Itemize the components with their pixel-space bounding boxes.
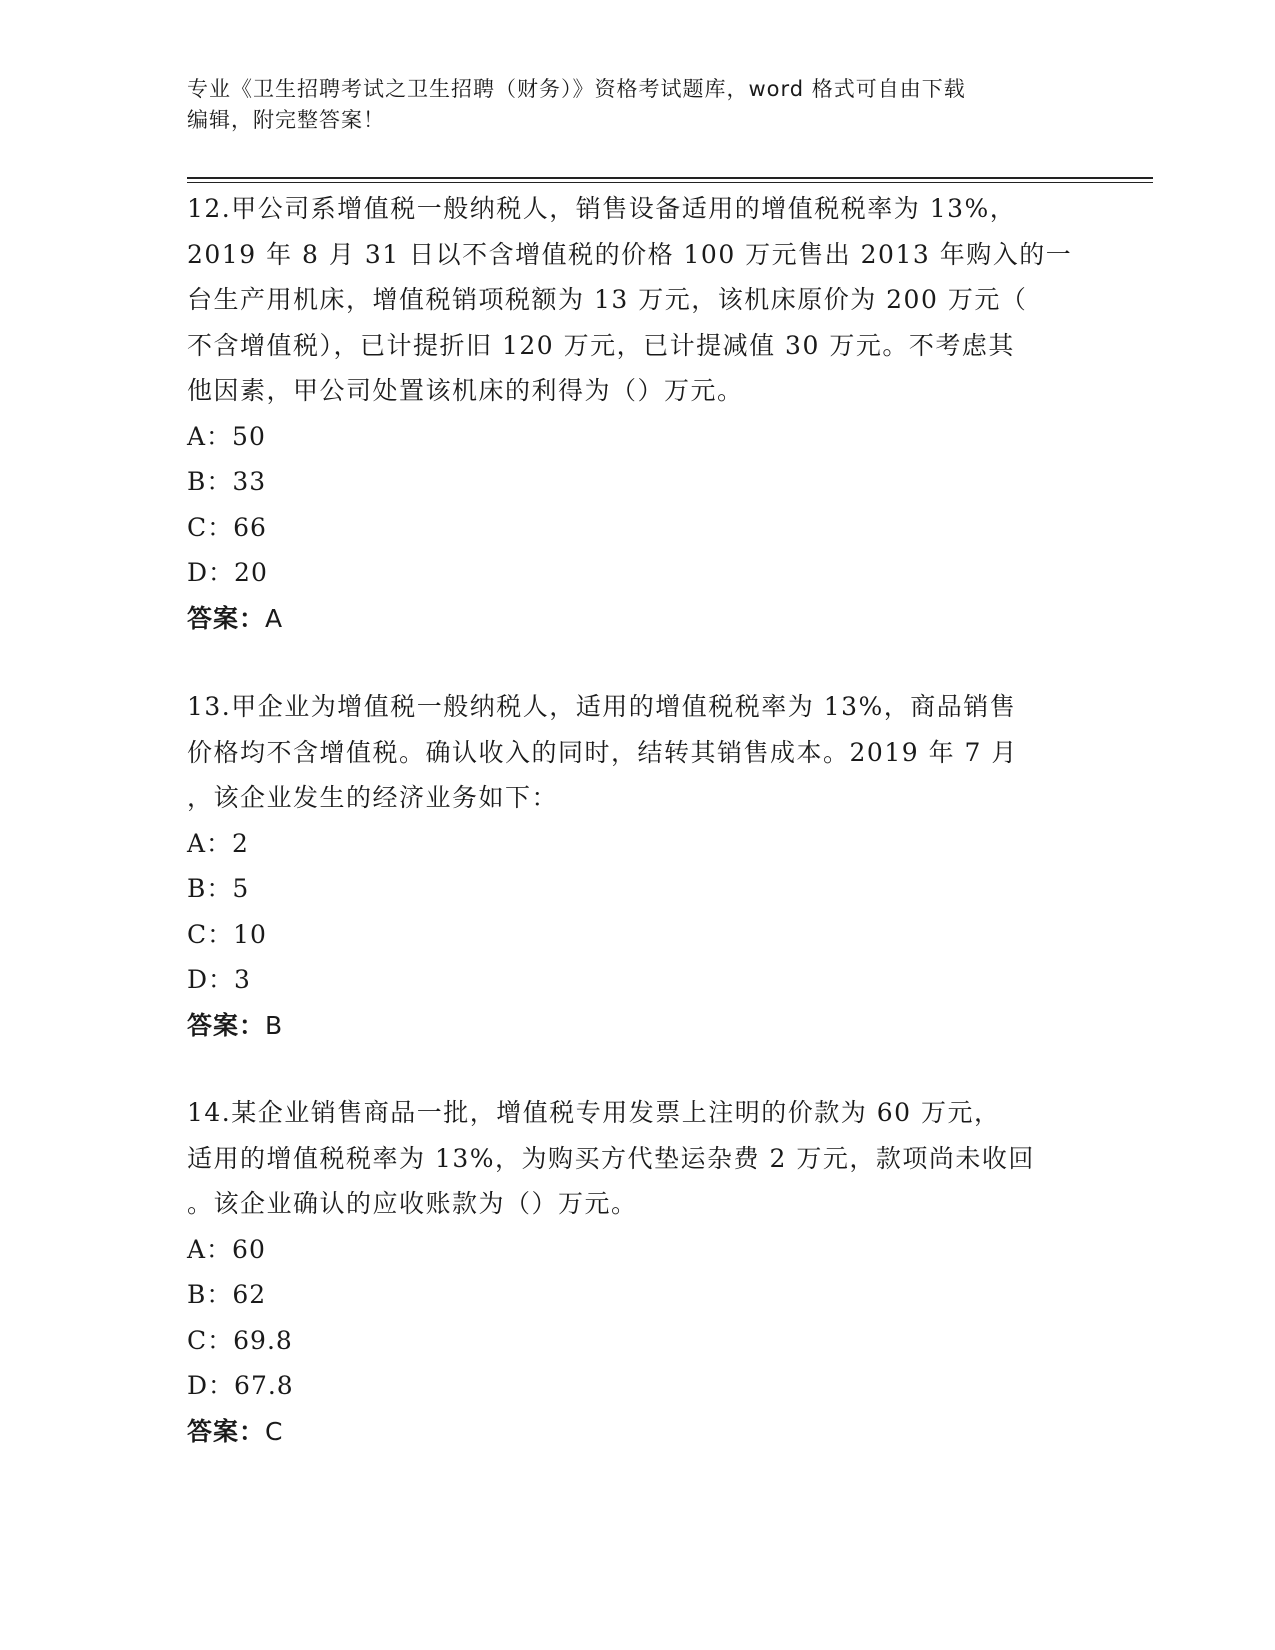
- header-line-2: 编辑，附完整答案！: [187, 108, 385, 132]
- question-stem-line: 台生产用机床，增值税销项税额为 13 万元，该机床原价为 200 万元（: [187, 285, 1028, 314]
- answer-value: B: [265, 1010, 284, 1040]
- answer-label: 答案：: [187, 603, 266, 633]
- question-14: [187, 1090, 1087, 1454]
- option-b: B：33: [187, 467, 267, 496]
- answer-value: A: [265, 603, 284, 633]
- option-b: B：62: [187, 1280, 267, 1309]
- question-stem-line: 2019 年 8 月 31 日以不含增值税的价格 100 万元售出 2013 年购入的一: [187, 239, 1073, 269]
- answer-line: [187, 1003, 1087, 1049]
- answer-label: 答案：: [187, 1010, 266, 1040]
- question-stem-line: 价格均不含增值税。确认收入的同时，结转其销售成本。2019 年 7 月: [187, 737, 1018, 767]
- question-12: [187, 186, 1087, 641]
- question-stem-line: ，该企业发生的经济业务如下：: [187, 783, 559, 812]
- question-stem-line: 适用的增值税税率为 13%，为购买方代垫运杂费 2 万元，款项尚未收回: [187, 1143, 1035, 1173]
- answer-value: C: [265, 1416, 284, 1446]
- option-c: C：10: [187, 919, 267, 949]
- answer-line: [187, 596, 1087, 642]
- option-c: C：69.8: [187, 1325, 293, 1355]
- document-header: [187, 74, 1087, 136]
- option-d: D：3: [187, 965, 251, 994]
- question-13: [187, 684, 1087, 1048]
- header-divider-thick: [187, 177, 1153, 179]
- option-a: A：2: [187, 828, 249, 858]
- option-d: D：20: [187, 558, 268, 587]
- header-divider-thin: [187, 182, 1153, 183]
- question-stem-line: 12.甲公司系增值税一般纳税人，销售设备适用的增值税税率为 13%，: [187, 194, 1017, 223]
- answer-line: [187, 1409, 1087, 1455]
- question-stem-line: 他因素，甲公司处置该机床的利得为（）万元。: [187, 376, 744, 405]
- option-c: C：66: [187, 512, 267, 542]
- header-line-1: 专业《卫生招聘考试之卫生招聘（财务）》资格考试题库，word 格式可自由下载: [187, 77, 966, 101]
- option-b: B：5: [187, 874, 250, 903]
- question-stem-line: 不含增值税），已计提折旧 120 万元，已计提减值 30 万元。不考虑其: [187, 330, 1015, 360]
- option-d: D：67.8: [187, 1371, 294, 1400]
- question-stem-line: 。该企业确认的应收账款为（）万元。: [187, 1189, 638, 1218]
- question-stem-line: 14.某企业销售商品一批，增值税专用发票上注明的价款为 60 万元，: [187, 1098, 1001, 1127]
- option-a: A：60: [187, 1234, 266, 1264]
- question-stem-line: 13.甲企业为增值税一般纳税人，适用的增值税税率为 13%，商品销售: [187, 692, 1017, 721]
- option-a: A：50: [187, 421, 266, 451]
- answer-label: 答案：: [187, 1416, 266, 1446]
